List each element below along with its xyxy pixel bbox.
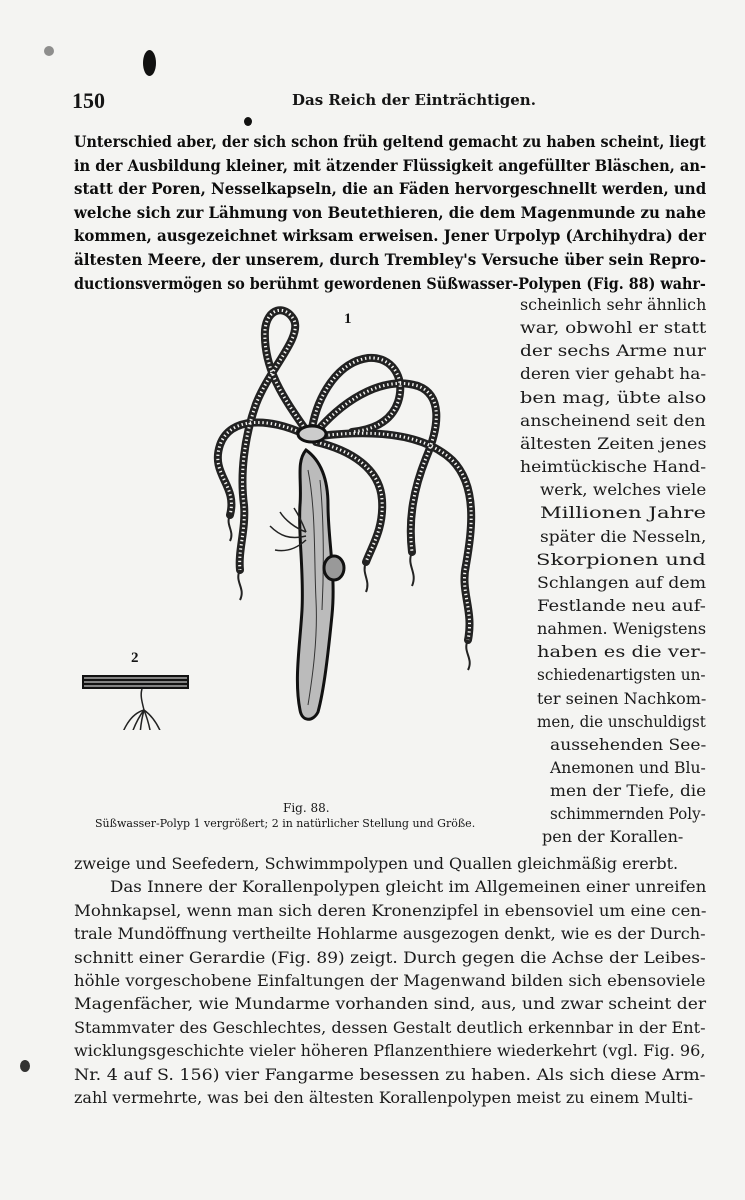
figure-number: Fig. 88. [283, 801, 330, 815]
text-line: ältesten Meere, der unserem, durch Trembley's Versuche über sein Repro- [74, 250, 707, 269]
text-line: später die Nesseln, [540, 526, 707, 546]
text-line: statt der Poren, Nesselkapseln, die an Fäden hervorgeschnellt werden, und [74, 179, 707, 199]
figure-label-2: 2 [131, 650, 139, 666]
figure-label-1: 1 [344, 311, 352, 327]
text-line: Magenfächer, wie Mundarme vorhanden sind, aus, und zwar scheint der [74, 994, 707, 1014]
text-line: schnitt einer Gerardie (Fig. 89) zeigt. Durch gegen die Achse der Leibes- [74, 947, 706, 967]
text-line: men der Tiefe, die [550, 781, 707, 801]
text-line: haben es die ver- [537, 642, 707, 662]
text-line: der sechs Arme nur [520, 341, 706, 361]
ink-smudge [143, 50, 156, 76]
natural-size-polyp [82, 675, 189, 730]
ink-smudge [44, 46, 54, 56]
text-line: Festlande neu auf- [537, 595, 706, 615]
mouth-disc [298, 426, 326, 442]
running-title: Das Reich der Einträchtigen. [292, 91, 536, 109]
text-line: schiedenartigsten un- [537, 665, 706, 685]
text-line: Millionen Jahre [540, 503, 707, 523]
figure-caption: Süßwasser-Polyp 1 vergrößert; 2 in natürlicher Stellung und Größe. [95, 817, 476, 830]
text-line: zweige und Seefedern, Schwimmpolypen und Quallen gleichmäßig ererbt. [74, 854, 679, 873]
text-line: Schlangen auf dem [537, 572, 707, 592]
text-line: Nr. 4 auf S. 156) vier Fangarme besessen zu haben. Als sich diese Arm- [74, 1064, 706, 1084]
bud [324, 556, 344, 580]
text-line: trale Mundöffnung vertheilte Hohlarme ausgezogen denkt, wie es der Durch- [74, 924, 706, 944]
text-line: heimtückische Hand- [520, 457, 707, 477]
text-line: aussehenden See- [550, 734, 707, 754]
text-line: wicklungsgeschichte vieler höheren Pflanzenthiere wiederkehrt (vgl. Fig. 96, [74, 1041, 706, 1061]
text-line: deren vier gehabt ha- [520, 364, 707, 384]
tentacles [218, 310, 471, 640]
text-line: ter seinen Nachkom- [537, 688, 707, 708]
text-line: anscheinend seit den [520, 410, 706, 430]
text-line: werk, welches viele [540, 480, 707, 500]
text-line: in der Ausbildung kleiner, mit ätzender Flüssigkeit angefüllter Bläschen, an- [74, 155, 707, 175]
text-line: ductionsvermögen so berühmt gewordenen Süßwasser-Polypen (Fig. 88) wahr- [74, 273, 706, 293]
text-line: war, obwohl er statt [520, 318, 707, 338]
text-line: kommen, ausgezeichnet wirksam erweisen. Jener Urpolyp (Archihydra) der [74, 226, 706, 246]
text-line: Das Innere der Korallenpolypen gleicht im Allgemeinen einer unreifen [110, 877, 707, 897]
text-line: pen der Korallen- [542, 827, 684, 847]
polyp-illustration [80, 300, 520, 730]
text-line: men, die unschuldigst [537, 711, 706, 731]
page-number: 150 [72, 88, 105, 113]
text-line: nahmen. Wenigstens [537, 619, 707, 639]
text-line: ben mag, übte also [520, 387, 707, 407]
ink-smudge [20, 1060, 30, 1072]
text-line: Stammvater des Geschlechtes, dessen Gestalt deutlich erkennbar in der Ent- [74, 1017, 706, 1037]
text-line: zahl vermehrte, was bei den ältesten Korallenpolypen meist zu einem Multi- [74, 1088, 694, 1107]
text-line: ältesten Zeiten jenes [520, 433, 707, 453]
text-line: Unterschied aber, der sich schon früh geltend gemacht zu haben scheint, liegt [74, 132, 706, 151]
text-line: schimmernden Poly- [550, 804, 706, 824]
text-line: scheinlich sehr ähnlich [520, 295, 707, 314]
text-line: Skorpionen und [536, 549, 706, 569]
text-line: Mohnkapsel, wenn man sich deren Kronenzipfel in ebensoviel um eine cen- [74, 900, 707, 920]
tentacle-tips [229, 515, 470, 670]
ink-smudge [244, 117, 252, 126]
text-line: welche sich zur Lähmung von Beutethieren, die dem Magenmunde zu nahe [74, 202, 707, 222]
tentacle-rings [218, 310, 471, 640]
text-line: Anemonen und Blu- [550, 758, 706, 777]
text-line: höhle vorgeschobene Einfaltungen der Magenwand bilden sich ebensoviele [74, 971, 706, 990]
